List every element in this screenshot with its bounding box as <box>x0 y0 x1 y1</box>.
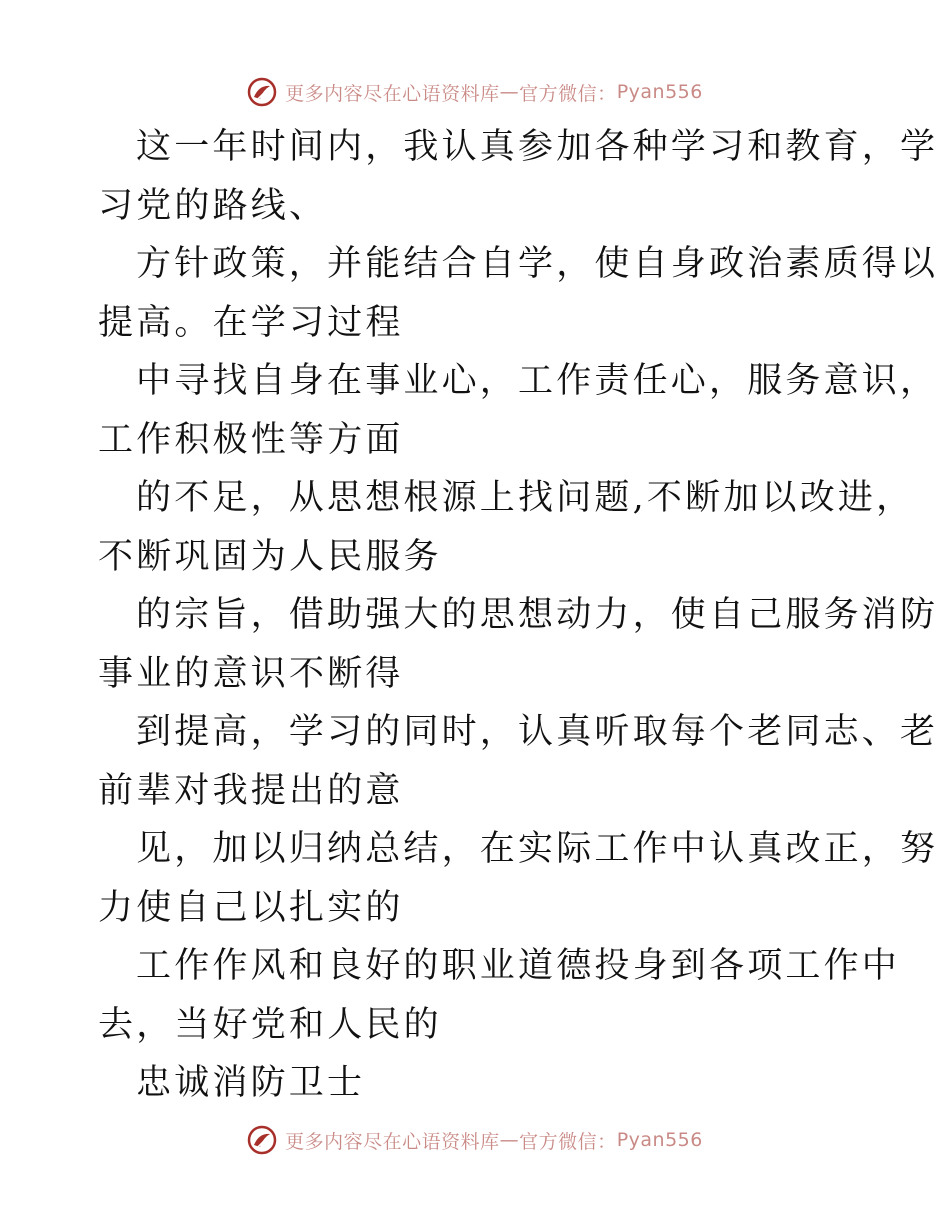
banner-wechat-label: 官方微信： <box>519 1130 617 1153</box>
text-line: 的宗旨，借助强大的思想动力，使自己服务消防 <box>136 595 939 635</box>
text-line: 工作作风和良好的职业道德投身到各项工作中 <box>136 946 901 986</box>
text-line: 见，加以归纳总结，在实际工作中认真改正，努 <box>136 829 939 869</box>
seal-logo-icon <box>247 1125 277 1155</box>
banner-title: 更多内容尽在心语资料库 <box>285 82 500 105</box>
document-body <box>98 118 939 1113</box>
text-line: 力使自己以扎实的 <box>98 887 404 928</box>
header-banner <box>0 72 950 112</box>
text-line: 中寻找自身在事业心，工作责任心，服务意识， <box>136 361 939 401</box>
banner-dash: — <box>499 81 520 103</box>
banner-wechat-label: 官方微信： <box>519 82 617 105</box>
text-line: 提高。在学习过程 <box>98 302 404 343</box>
text-line: 工作积极性等方面 <box>98 419 404 460</box>
text-line: 到提高，学习的同时，认真听取每个老同志、老 <box>136 712 939 752</box>
text-line: 方针政策，并能结合自学，使自身政治素质得以 <box>136 244 939 284</box>
text-line: 不断巩固为人民服务 <box>98 536 442 577</box>
banner-dash: — <box>499 1129 520 1151</box>
text-line: 这一年时间内，我认真参加各种学习和教育，学 <box>136 127 939 167</box>
banner-title: 更多内容尽在心语资料库 <box>285 1130 500 1153</box>
footer-banner <box>0 1120 950 1160</box>
text-line: 的不足，从思想根源上找问题,不断加以改进， <box>136 478 915 518</box>
banner-wechat-id: Pyan556 <box>616 1129 703 1151</box>
text-line: 去，当好党和人民的 <box>98 1004 442 1045</box>
banner-wechat-id: Pyan556 <box>616 81 703 103</box>
seal-logo-icon <box>247 77 277 107</box>
text-line: 事业的意识不断得 <box>98 653 404 694</box>
text-line: 前辈对我提出的意 <box>98 770 404 811</box>
text-line: 习党的路线、 <box>98 185 328 226</box>
text-line: 忠诚消防卫士 <box>136 1063 366 1103</box>
